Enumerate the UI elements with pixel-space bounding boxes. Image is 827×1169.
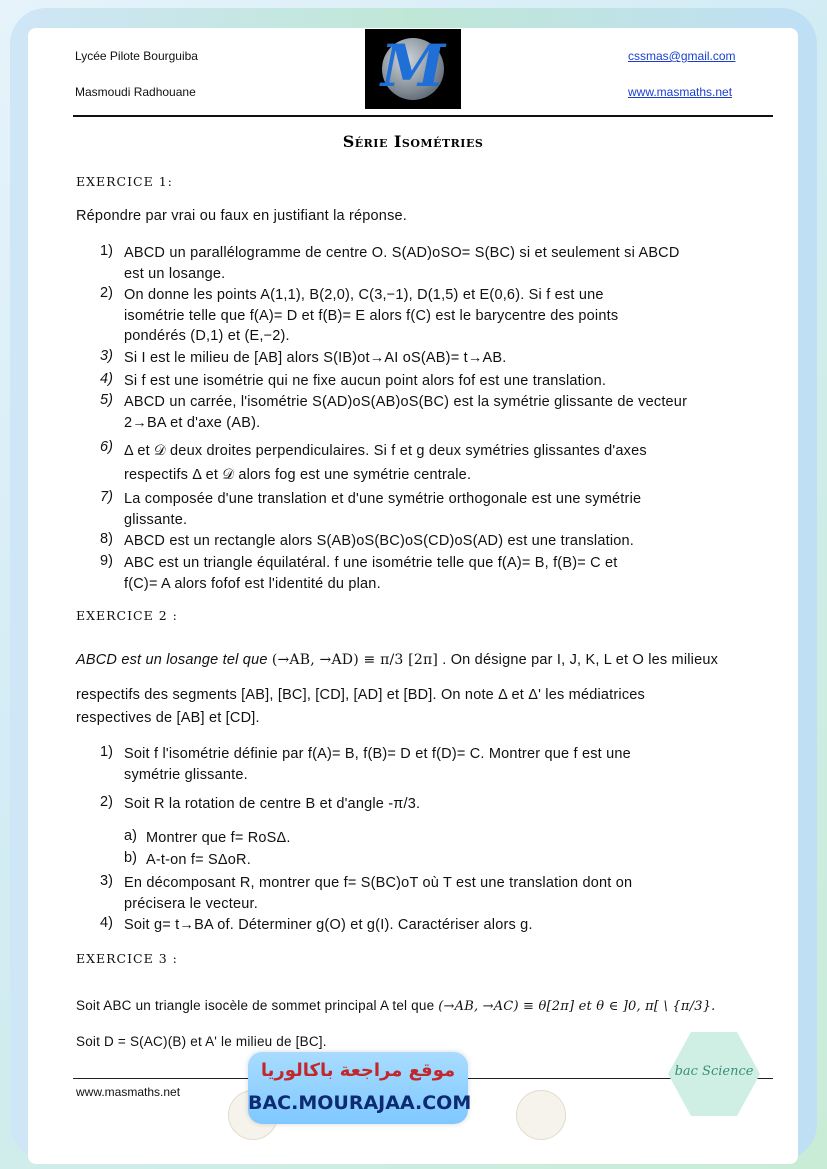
ex2-item-line: Soit f l'isométrie définie par f(A)= B, f(B)= D et f(D)= C. Montrer que f est une	[124, 746, 631, 762]
ex2-item	[124, 873, 764, 914]
banner-latin-text: BAC.MOURAJAA.COM	[248, 1092, 472, 1114]
ex2-item-line: symétrie glissante.	[124, 766, 248, 783]
ex1-item-line: isométrie telle que f(A)= D et f(B)= E alors f(C) est le barycentre des points	[124, 307, 619, 324]
ex1-item-line: 2→BA et d'axe (AB).	[124, 414, 261, 431]
logo-letter: M	[380, 32, 446, 100]
ex1-item-line: ABCD un parallélogramme de centre O. S(AD)oSO= S(BC) si et seulement si ABCD	[124, 245, 680, 261]
ex2-item-line: Soit R la rotation de centre B et d'angle -π/3.	[124, 796, 421, 812]
ex2-item	[124, 794, 764, 815]
ex1-item-number: 8)	[100, 531, 113, 547]
ex2-intro-part: . On désigne par I, J, K, L et O les milieux	[442, 652, 719, 668]
ex2-item	[124, 744, 764, 785]
ex1-item-number: 1)	[100, 243, 113, 259]
ex1-item-line: Si f est une isométrie qui ne fixe aucun point alors fof est une translation.	[124, 373, 607, 389]
ex1-item-line: La composée d'une translation et d'une symétrie orthogonale est une symétrie	[124, 491, 642, 507]
ex1-item-line: ABCD un carrée, l'isométrie S(AD)oS(AB)oS(BC) est la symétrie glissante de vecteur	[124, 394, 688, 410]
ex1-item	[124, 371, 764, 392]
exercise-2-heading: EXERCICE 2 :	[76, 608, 178, 623]
ex1-item	[124, 243, 764, 284]
ex1-item-number: 2)	[100, 285, 113, 301]
exercise-3-line-1	[76, 996, 716, 1017]
ex1-item-line: Si I est le milieu de [AB] alors S(IB)ot→AI oS(AB)= t→AB.	[124, 350, 507, 366]
ex1-item	[124, 392, 764, 433]
ex2-item-number: b)	[124, 850, 137, 866]
ex2-item-line: A-t-on f= SΔoR.	[146, 852, 251, 868]
exercise-1-intro: Répondre par vrai ou faux en justifiant la réponse.	[76, 208, 408, 224]
document-page	[28, 28, 798, 1164]
website-link[interactable]: www.masmaths.net	[628, 85, 733, 99]
ex1-item	[124, 553, 764, 594]
author-name: Masmoudi Radhouane	[75, 85, 196, 99]
ex1-item	[124, 531, 764, 552]
ex1-item-number: 4)	[100, 371, 113, 387]
exercise-1-heading: EXERCICE 1:	[76, 174, 173, 189]
footer-site: www.masmaths.net	[76, 1085, 181, 1099]
ex2-item	[146, 850, 786, 871]
ex1-item-line: pondérés (D,1) et (E,−2).	[124, 328, 290, 344]
site-logo	[365, 29, 461, 109]
ex1-item-line: ABC est un triangle équilatéral. f une isométrie telle que f(A)= B, f(B)= C et	[124, 555, 618, 571]
header-divider	[73, 115, 773, 117]
ex1-item-line: ABCD est un rectangle alors S(AB)oS(BC)oS(CD)oS(AD) est une translation.	[124, 533, 635, 549]
ex1-item-line: f(C)= A alors fofof est l'identité du plan.	[124, 575, 381, 592]
ex1-item-number: 6)	[100, 439, 113, 455]
ex1-item	[124, 285, 764, 347]
exercise-2-intro-line-3: respectives de [AB] et [CD].	[76, 710, 260, 726]
ex2-item-number: 1)	[100, 744, 113, 760]
ex2-item-line: Montrer que f= RoSΔ.	[146, 830, 291, 846]
ex3-text: Soit ABC un triangle isocèle de sommet principal A tel que	[76, 998, 435, 1013]
ex2-intro-part: ABCD est un losange tel que	[76, 652, 268, 668]
ex2-item-line: Soit g= t→BA of. Déterminer g(O) et g(I). Caractériser alors g.	[124, 917, 533, 933]
email-link[interactable]: cssmas@gmail.com	[628, 49, 736, 63]
bac-mourajaa-banner[interactable]	[248, 1052, 472, 1124]
ex1-item	[124, 489, 764, 530]
ex2-item	[146, 828, 786, 849]
ex1-item-number: 3)	[100, 348, 113, 364]
ex1-item-line: glissante.	[124, 511, 188, 528]
ex1-item	[124, 439, 764, 487]
ex3-formula: (→AB, →AC) ≡ θ[2π] et θ ∈ ]0, π[ \ {π/3}.	[438, 999, 716, 1014]
exercise-3-line-2: Soit D = S(AC)(B) et A' le milieu de [BC].	[76, 1034, 327, 1049]
ex2-item-line: précisera le vecteur.	[124, 895, 258, 912]
ex1-item-number: 5)	[100, 392, 113, 408]
exercise-3-heading: EXERCICE 3 :	[76, 951, 178, 966]
ex1-item-line: On donne les points A(1,1), B(2,0), C(3,−1), D(1,5) et E(0,6). Si f est une	[124, 287, 604, 303]
ex2-item-number: 3)	[100, 873, 113, 889]
ex2-angle-formula: (→AB, →AD) ≡ π/3 [2π]	[271, 652, 439, 668]
ex1-item	[124, 348, 764, 369]
ex2-item-line: En décomposant R, montrer que f= S(BC)oT où T est une translation dont on	[124, 875, 633, 891]
ex2-item-number: 2)	[100, 794, 113, 810]
ex1-item-line: Δ et 𝒟 deux droites perpendiculaires. Si f et g deux symétries glissantes d'axes	[124, 443, 647, 459]
ex1-item-number: 7)	[100, 489, 113, 505]
right-badge-icon	[516, 1090, 566, 1140]
bac-science-badge-text: bac Science	[674, 1064, 754, 1079]
ex1-item-line: respectifs Δ et 𝒟 alors fog est une symétrie centrale.	[124, 467, 472, 483]
ex1-item-number: 9)	[100, 553, 113, 569]
ex2-item-number: a)	[124, 828, 137, 844]
ex1-item-line: est un losange.	[124, 265, 226, 282]
page-title: Série Isométries	[342, 132, 484, 151]
exercise-2-intro-line-1	[76, 650, 718, 670]
school-name: Lycée Pilote Bourguiba	[75, 49, 198, 63]
ex2-item	[124, 915, 764, 936]
ex2-item-number: 4)	[100, 915, 113, 931]
exercise-2-intro-line-2: respectifs des segments [AB], [BC], [CD], [AD] et [BD]. On note Δ et Δ' les médiatrices	[76, 687, 645, 703]
banner-arabic-text: موقع مراجعة باكالوريا	[260, 1060, 456, 1081]
